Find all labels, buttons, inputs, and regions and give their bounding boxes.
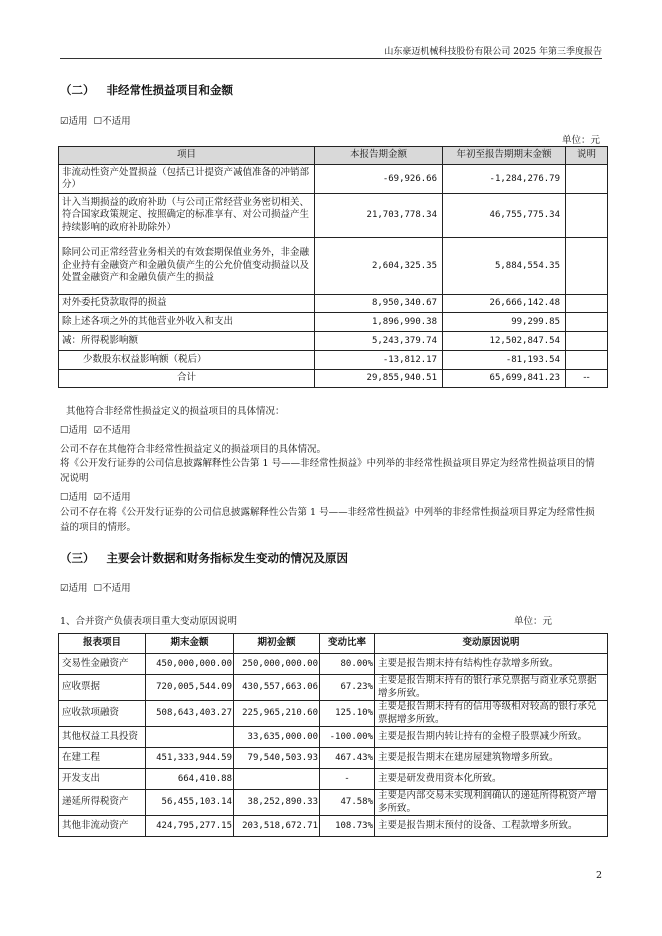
section-3-heading: 主要会计数据和财务指标发生变动的情况及原因 [106, 551, 348, 565]
end-amount-cell: 450,000,000.00 [146, 654, 234, 675]
end-amount-cell: 508,643,403.27 [146, 701, 234, 727]
page-number: 2 [595, 870, 602, 881]
section-2-title [60, 82, 233, 98]
current-amount-cell: 21,703,778.34 [315, 194, 443, 238]
column-header: 项目 [59, 147, 315, 165]
ytd-amount-cell: 26,666,142.48 [443, 295, 566, 313]
section-2-number: （二） [60, 83, 95, 97]
non-recurring-gains-table [58, 146, 608, 388]
note-cell [566, 351, 608, 370]
end-amount-cell: 56,455,103.14 [146, 790, 234, 816]
not-applicable-checkbox[interactable]: ☑不适用 [93, 492, 131, 503]
ytd-amount-cell: 46,755,775.34 [443, 194, 566, 238]
begin-amount-cell: 250,000,000.00 [234, 654, 320, 675]
column-header: 变动比率 [320, 634, 375, 654]
section-2-heading: 非经常性损益项目和金额 [106, 83, 233, 97]
defined-items-text: 将《公开发行证券的公司信息披露解释性公告第 1 号——非经常性损益》中列举的非经常性损益项目界定为经常性损益项目的情况说明 [60, 458, 595, 484]
applicable-checkbox[interactable]: ☑适用 [60, 116, 88, 127]
item-cell: 少数股东权益影响额（税后） [59, 351, 315, 370]
item-cell: 递延所得税资产 [59, 790, 146, 816]
section-3-unit: 单位：元 [514, 616, 553, 627]
column-header: 报表项目 [59, 634, 146, 654]
item-cell: 对外委托贷款取得的损益 [59, 295, 315, 313]
ratio-cell: 80.00% [320, 654, 375, 675]
item-cell: 计入当期损益的政府补助（与公司正常经营业务密切相关、符合国家政策规定、按照确定的标准享有、对公司损益产生持续影响的政府补助除外） [59, 194, 315, 238]
defined-items-applicability [60, 489, 131, 503]
section-3-number: （三） [60, 551, 95, 565]
balance-sheet-subtitle: 1、合并资产负债表项目重大变动原因说明 [60, 616, 238, 627]
column-header: 期初金额 [234, 634, 320, 654]
not-applicable-checkbox[interactable]: ☐不适用 [93, 583, 131, 594]
current-amount-cell: 1,896,990.38 [315, 313, 443, 332]
table-total-row [59, 370, 608, 388]
current-amount-cell: 2,604,325.35 [315, 238, 443, 295]
current-amount-cell: -13,812.17 [315, 351, 443, 370]
ratio-cell: 125.10% [320, 701, 375, 727]
note-cell [566, 165, 608, 194]
section-2-unit: 单位：元 [561, 135, 600, 146]
begin-amount-cell: 203,518,672.71 [234, 816, 320, 837]
column-header: 本报告期金额 [315, 147, 443, 165]
column-header: 年初至报告期期末金额 [443, 147, 566, 165]
total-note-cell: -- [566, 370, 608, 388]
end-amount-cell: 451,333,944.59 [146, 748, 234, 769]
ratio-cell: -100.00% [320, 727, 375, 748]
note-cell [566, 332, 608, 351]
not-applicable-checkbox[interactable]: ☑不适用 [93, 425, 131, 436]
begin-amount-cell: 430,557,663.06 [234, 675, 320, 701]
begin-amount-cell: 38,252,890.33 [234, 790, 320, 816]
item-cell: 应收款项融资 [59, 701, 146, 727]
document-header: 山东豪迈机械科技股份有限公司 2025 年第三季度报告 [384, 47, 602, 57]
item-cell: 其他权益工具投资 [59, 727, 146, 748]
item-cell: 交易性金融资产 [59, 654, 146, 675]
reason-cell: 主要是报告期末预付的设备、工程款增多所致。 [375, 816, 608, 837]
end-amount-cell: 720,005,544.09 [146, 675, 234, 701]
ratio-cell: 467.43% [320, 748, 375, 769]
end-amount-cell: 664,410.88 [146, 769, 234, 790]
item-cell: 减：所得税影响额 [59, 332, 315, 351]
table-row [59, 165, 608, 194]
begin-amount-cell: 79,540,503.93 [234, 748, 320, 769]
table-row [59, 654, 608, 675]
defined-items-result: 公司不存在将《公开发行证券的公司信息披露解释性公告第 1 号——非经常性损益》中列举的非经常性损益项目界定为经常性损益的项目的情形。 [60, 507, 595, 533]
reason-cell: 主要是内部交易未实现利润确认的递延所得税资产增多所致。 [375, 790, 608, 816]
ratio-cell: - [320, 769, 375, 790]
not-applicable-checkbox[interactable]: ☐不适用 [93, 116, 131, 127]
reason-cell: 主要是报告期内转让持有的金橙子股票减少所致。 [375, 727, 608, 748]
applicable-checkbox[interactable]: ☐适用 [60, 425, 88, 436]
other-items-text: 公司不存在其他符合非经常性损益定义的损益项目的具体情况。 [60, 444, 327, 455]
ratio-cell: 47.58% [320, 790, 375, 816]
ratio-cell: 108.73% [320, 816, 375, 837]
item-cell: 除上述各项之外的其他营业外收入和支出 [59, 313, 315, 332]
ytd-amount-cell: 5,884,554.35 [443, 238, 566, 295]
ytd-amount-cell: -1,284,276.79 [443, 165, 566, 194]
section-2-applicability [60, 113, 131, 127]
column-header: 期末金额 [146, 634, 234, 654]
table-row [59, 313, 608, 332]
table-row [59, 351, 608, 370]
table-row [59, 238, 608, 295]
begin-amount-cell: 33,635,000.00 [234, 727, 320, 748]
table-row [59, 701, 608, 727]
begin-amount-cell: 225,965,210.60 [234, 701, 320, 727]
column-header: 变动原因说明 [375, 634, 608, 654]
total-ytd-cell: 65,699,841.23 [443, 370, 566, 388]
column-header: 说明 [566, 147, 608, 165]
ratio-cell: 67.23% [320, 675, 375, 701]
current-amount-cell: 8,950,340.67 [315, 295, 443, 313]
other-items-applicability [60, 422, 131, 436]
note-cell [566, 313, 608, 332]
reason-cell: 主要是报告期末持有结构性存款增多所致。 [375, 654, 608, 675]
applicable-checkbox[interactable]: ☐适用 [60, 492, 88, 503]
table-row [59, 790, 608, 816]
item-cell: 开发支出 [59, 769, 146, 790]
note-cell [566, 295, 608, 313]
item-cell: 应收票据 [59, 675, 146, 701]
note-cell [566, 238, 608, 295]
table-row [59, 727, 608, 748]
ytd-amount-cell: 99,299.85 [443, 313, 566, 332]
begin-amount-cell [234, 769, 320, 790]
reason-cell: 主要是报告期末在建房屋建筑物增多所致。 [375, 748, 608, 769]
item-cell: 在建工程 [59, 748, 146, 769]
table-row [59, 816, 608, 837]
item-cell: 除同公司正常经营业务相关的有效套期保值业务外，非金融企业持有金融资产和金融负债产生的公允价值变动损益以及处置金融资产和金融负债产生的损益 [59, 238, 315, 295]
table-row [59, 748, 608, 769]
section-3-title [60, 550, 348, 566]
table-row [59, 769, 608, 790]
other-items-title: 其他符合非经常性损益定义的损益项目的具体情况： [66, 406, 285, 417]
item-cell: 非流动性资产处置损益（包括已计提资产减值准备的冲销部分） [59, 165, 315, 194]
table-row [59, 675, 608, 701]
table-row [59, 194, 608, 238]
current-amount-cell: 5,243,379.74 [315, 332, 443, 351]
item-cell: 其他非流动资产 [59, 816, 146, 837]
balance-sheet-changes-table [58, 633, 608, 837]
total-current-cell: 29,855,940.51 [315, 370, 443, 388]
ytd-amount-cell: -81,193.54 [443, 351, 566, 370]
reason-cell: 主要是报告期末持有的银行承兑票据与商业承兑票据增多所致。 [375, 675, 608, 701]
end-amount-cell: 424,795,277.15 [146, 816, 234, 837]
table-header-row [59, 634, 608, 654]
current-amount-cell: -69,926.66 [315, 165, 443, 194]
reason-cell: 主要是报告期末持有的信用等级相对较高的银行承兑票据增多所致。 [375, 701, 608, 727]
table-row [59, 295, 608, 313]
end-amount-cell [146, 727, 234, 748]
ytd-amount-cell: 12,502,847.54 [443, 332, 566, 351]
table-header-row [59, 147, 608, 165]
reason-cell: 主要是研发费用资本化所致。 [375, 769, 608, 790]
table-row [59, 332, 608, 351]
applicable-checkbox[interactable]: ☑适用 [60, 583, 88, 594]
section-3-applicability [60, 580, 131, 594]
note-cell [566, 194, 608, 238]
header-divider [60, 58, 602, 59]
total-label-cell: 合计 [59, 370, 315, 388]
